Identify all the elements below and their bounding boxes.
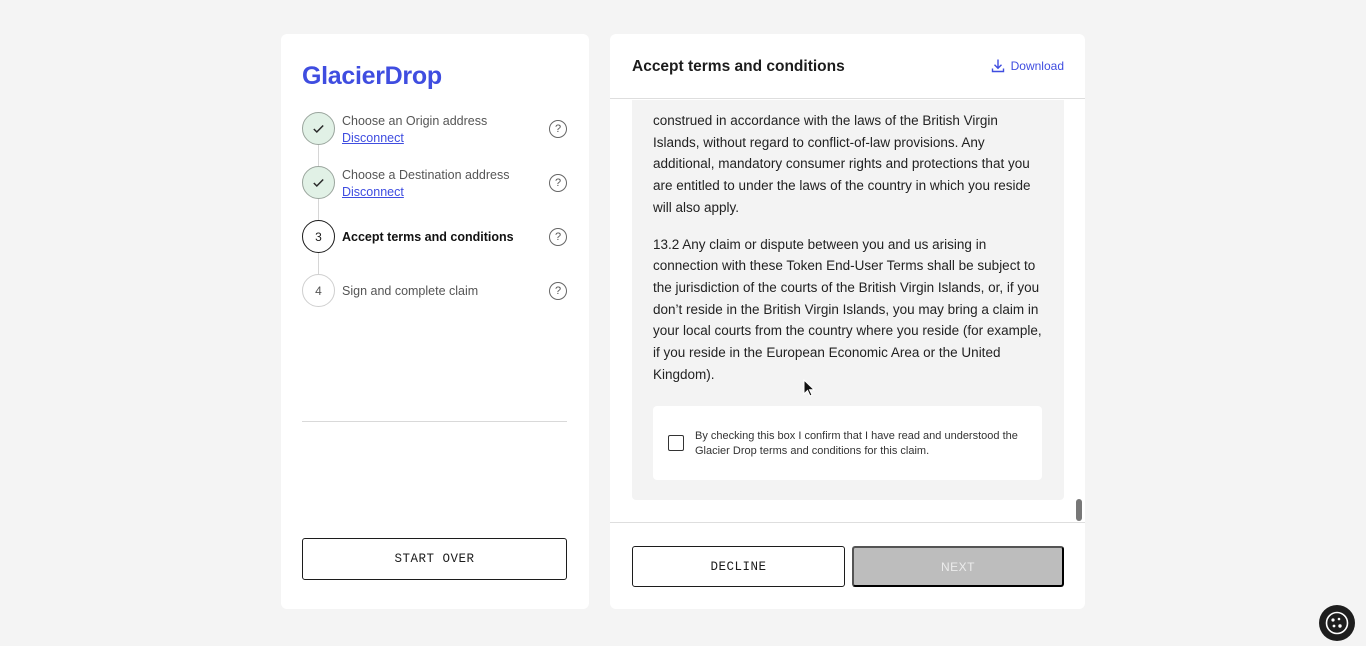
glacierdrop-logo: GlacierDrop bbox=[302, 62, 442, 90]
decline-button[interactable]: DECLINE bbox=[632, 546, 845, 587]
help-icon[interactable]: ? bbox=[549, 120, 567, 138]
step-title: Sign and complete claim bbox=[342, 284, 479, 298]
terms-paragraph: construed in accordance with the laws of the British Virgin Islands, without regard to conflict-of-law provisions. Any additional, mandatory consumer rights and protections that you are entitled to under the laws of the country in which you reside will also apply. bbox=[653, 113, 1031, 215]
step-origin-address bbox=[302, 112, 567, 166]
step-connector bbox=[318, 199, 319, 220]
step-destination-address bbox=[302, 166, 567, 220]
start-over-button[interactable]: START OVER bbox=[302, 538, 567, 580]
consent-label: By checking this box I confirm that I have read and understood the Glacier Drop terms and conditions for this claim. bbox=[695, 430, 1018, 457]
terms-clipped-line bbox=[653, 100, 1045, 110]
terms-paragraph: 13.2 Any claim or dispute between you and us arising in connection with these Token End-User Terms shall be subject to the jurisdiction of the courts of the British Virgin Islands, or, if you don’t reside in the British Virgin Islands, you may bring a claim in your local courts from the country where you reside (for example, if you reside in the European Economic Area or the United Kingdom). bbox=[653, 236, 1042, 382]
disconnect-destination-link[interactable]: Disconnect bbox=[342, 185, 404, 199]
check-icon bbox=[302, 112, 335, 145]
steps-panel bbox=[281, 34, 589, 609]
mouse-cursor-icon bbox=[803, 379, 815, 397]
step-number: 3 bbox=[302, 220, 335, 253]
cookie-icon bbox=[1324, 610, 1350, 636]
scrollbar-thumb[interactable] bbox=[1076, 499, 1082, 521]
help-icon[interactable]: ? bbox=[549, 228, 567, 246]
step-title: Choose an Origin address bbox=[342, 114, 488, 128]
step-sign-complete bbox=[302, 274, 567, 328]
consent-box bbox=[653, 406, 1042, 480]
step-title: Accept terms and conditions bbox=[342, 230, 514, 244]
download-label: Download bbox=[1010, 58, 1064, 73]
divider bbox=[302, 421, 567, 422]
consent-checkbox[interactable] bbox=[668, 435, 684, 451]
divider bbox=[610, 522, 1085, 523]
terms-text bbox=[653, 100, 1045, 400]
cookie-settings-button[interactable] bbox=[1319, 605, 1355, 641]
step-connector bbox=[318, 145, 319, 166]
disconnect-origin-link[interactable]: Disconnect bbox=[342, 131, 404, 145]
download-button[interactable] bbox=[991, 58, 1064, 73]
step-list bbox=[302, 112, 567, 328]
next-button[interactable]: NEXT bbox=[852, 546, 1064, 587]
check-icon bbox=[302, 166, 335, 199]
help-icon[interactable]: ? bbox=[549, 282, 567, 300]
step-connector bbox=[318, 253, 319, 274]
step-accept-terms bbox=[302, 220, 567, 274]
step-title: Choose a Destination address bbox=[342, 168, 510, 182]
terms-panel bbox=[610, 34, 1085, 609]
download-icon bbox=[991, 58, 1005, 73]
help-icon[interactable]: ? bbox=[549, 174, 567, 192]
page-title: Accept terms and conditions bbox=[632, 58, 845, 75]
terms-scroll-area[interactable] bbox=[632, 100, 1064, 500]
step-number: 4 bbox=[302, 274, 335, 307]
terms-header bbox=[610, 34, 1085, 99]
